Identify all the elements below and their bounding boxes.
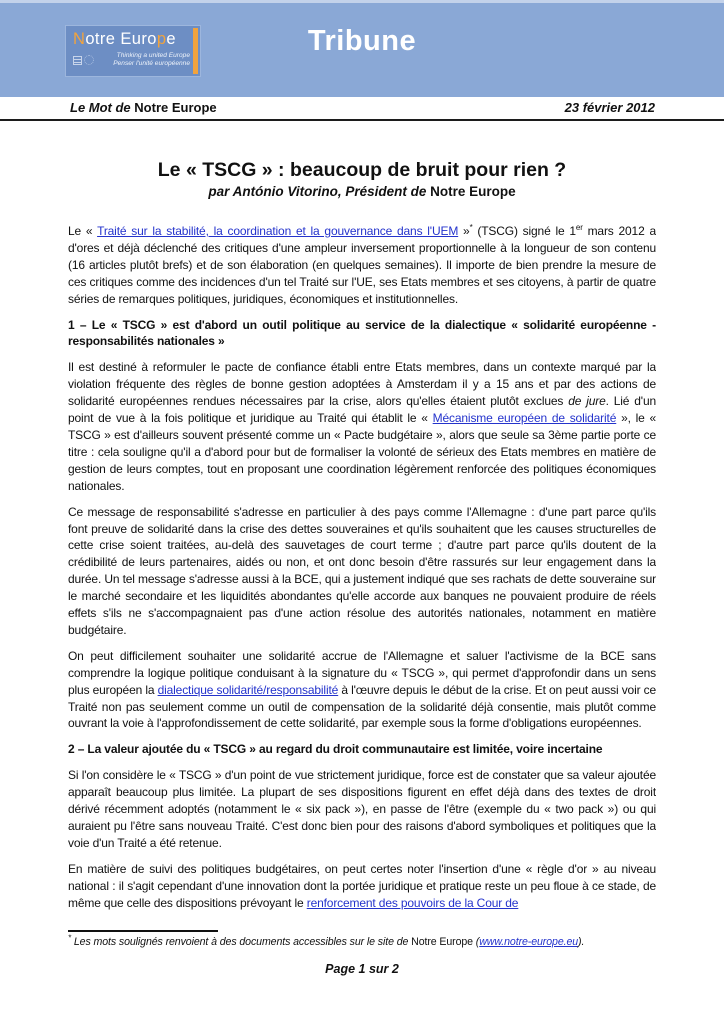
text-segment: Le « <box>68 224 98 238</box>
text-segment: », le « TSCG » est d'ailleurs souvent présenté comme un « Pacte budgétaire », alors que seule sa 3ème partie porte ce titre : cela souligne qu'il a d'abord pour but de formaliser la volonté de sérieux des Etats membres en matière de gestion de leurs comptes, tout en proposant une coordination légèrement renforcée des politiques économiques nationales. <box>68 411 656 493</box>
tagline-french: Penser l'unité européenne <box>113 60 190 67</box>
text-segment: . Lié d'un point de vue à la fois politique et juridique au Traité qui établit le « <box>68 394 656 426</box>
text-segment: Notre Europe <box>411 936 473 948</box>
body-paragraph <box>68 648 656 733</box>
text-segment: 1 – Le « TSCG » est d'abord un outil politique au service de la dialectique « solidarité européenne - responsabilités nationales » <box>68 317 656 349</box>
footnote-text <box>68 933 656 948</box>
text-segment: à l'œuvre depuis le début de la crise. Et on peut aussi voir ce Traité non pas seulement comme un outil de compensation de la solidarité déjà consentie, mais plutôt comme ouvrant la voie à l'approfondissement de cette solidarité, par exemple sous la forme d'obligations européennes. <box>68 682 656 731</box>
series-label-brand: Notre Europe <box>130 100 217 115</box>
text-segment: * <box>469 223 473 232</box>
header-divider <box>0 119 724 121</box>
page-number: Page 1 sur 2 <box>325 962 399 976</box>
series-label-italic: Le Mot de <box>70 100 131 115</box>
text-segment: (TSCG) signé le 1 <box>472 224 576 238</box>
logo-letter-n: N <box>73 30 86 48</box>
logo-letters-mid: otre Euro <box>85 30 157 48</box>
text-segment: Il est destiné à reformuler le pacte de confiance établi entre Etats membres, dans un contexte marqué par la violation fréquente des règles de bonne gestion adoptées à Amsterdam il y a 15 ans et par des actions de solidarité européennes rendues nécessaires par la crise, alors qu'elles étaient plutôt exclues <box>68 360 656 409</box>
text-segment: 2 – La valeur ajoutée du « TSCG » au regard du droit communautaire est limitée, voire incertaine <box>68 742 603 757</box>
inline-link[interactable]: Traité sur la stabilité, la coordination et la gouvernance dans l'UEM <box>97 224 459 238</box>
inline-link[interactable]: renforcement des pouvoirs de la Cour de <box>306 895 519 910</box>
article-byline <box>68 184 656 199</box>
document-body <box>68 129 656 929</box>
inline-link[interactable]: dialectique solidarité/responsabilité <box>157 682 339 697</box>
document-meta-row <box>0 100 724 115</box>
body-paragraph <box>68 223 656 308</box>
collection-title: Tribune <box>307 25 417 57</box>
text-segment: mars 2012 a d'ores et déjà déclenché des critiques d'une ampleur inversement proportionnelle à la longueur de son contenu (16 articles plutôt brefs) et de son élaboration (en quelques semaines). Il importe de bien prendre la mesure de ces critiques comme des incidences d'un tel Traité sur l'UE, ses Etats membres et ses citoyens, à partir de quatre séries de remarques politiques, juridiques, économiques et institutionnelles. <box>68 224 656 306</box>
section-heading <box>68 741 656 758</box>
text-segment: Les mots soulignés renvoient à des documents accessibles sur le site de <box>71 936 412 948</box>
text-segment: er <box>575 223 583 232</box>
body-paragraph <box>68 861 656 912</box>
footnote-divider <box>68 930 218 932</box>
text-segment: ). <box>578 936 585 948</box>
section-heading <box>68 317 656 351</box>
footnote-block <box>68 930 656 948</box>
text-segment: de jure <box>568 394 606 409</box>
text-segment: ( <box>472 936 480 948</box>
text-segment: On peut difficilement souhaiter une solidarité accrue de l'Allemagne et saluer l'activisme de la BCE sans comprendre la logique politique conduisant à la signature du « TSCG », qui permet d'approfondir dans un sens plus européen la <box>68 648 656 697</box>
byline-author: par António Vitorino, Président de <box>208 184 427 199</box>
inline-link[interactable]: Mécanisme européen de solidarité <box>432 411 617 426</box>
article-paragraphs <box>68 223 656 912</box>
text-segment: Ce message de responsabilité s'adresse en particulier à des pays comme l'Allemagne : d'une part parce qu'ils font preuve de solidarité dans la crise des dettes souveraines et qu'ils souhaitent que les causes structurelles de cette crise soient traitées, au-delà des sauvetages de court terme ; d'autre part parce qu'ils doutent de la crédibilité de leurs partenaires, aidés ou non, et ont donc besoin d'être rassurés sur leur engagement dans la durée. Un tel message s'adresse aussi à la BCE, qui a justement indiqué que ses rachats de dette souveraine sur le marché secondaire et les liquidités abondantes qu'elle accorde aux banques ne pouvaient produire de réels effets s'ils ne s'accompagnaient pas d'une action résolue des autorités nationales, notamment en matière budgétaire. <box>68 504 656 637</box>
series-label <box>70 100 217 115</box>
body-paragraph <box>68 504 656 639</box>
header-banner <box>0 0 724 97</box>
logo-letter-e: e <box>166 30 176 48</box>
body-paragraph <box>68 767 656 852</box>
publication-date: 23 février 2012 <box>564 100 655 115</box>
inline-link[interactable]: www.notre-europe.eu <box>479 936 579 948</box>
logo-letter-p: p <box>156 30 167 48</box>
text-segment: Si l'on considère le « TSCG » d'un point de vue strictement juridique, force est de constater que sa valeur ajoutée apparaît beaucoup plus limitée. La plupart de ses dispositions figurent en effet déjà dans des textes de droit dérivé récemment adoptés (notamment le « six pack »), en passe de l'être (exemple du « two pack ») ou qui auraient pu l'être sans nouveau Traité. C'est donc bien pour des raisons d'abord symboliques et politiques que la voie d'un Traité a été retenue. <box>68 768 656 850</box>
text-segment: En matière de suivi des politiques budgétaires, on peut certes noter l'insertion d'une « règle d'or » au niveau national : il s'agit cependant d'une innovation dont la portée juridique et pratique reste un peu floue à ce stade, de même que celle des dispositions prévoyant le <box>68 861 656 910</box>
tagline-english: Thinking a united Europe <box>116 52 190 59</box>
body-paragraph <box>68 359 656 494</box>
text-segment: » <box>458 224 470 238</box>
article-title: Le « TSCG » : beaucoup de bruit pour rien ? <box>157 159 567 181</box>
text-segment: * <box>68 933 72 943</box>
byline-brand: Notre Europe <box>426 184 516 199</box>
